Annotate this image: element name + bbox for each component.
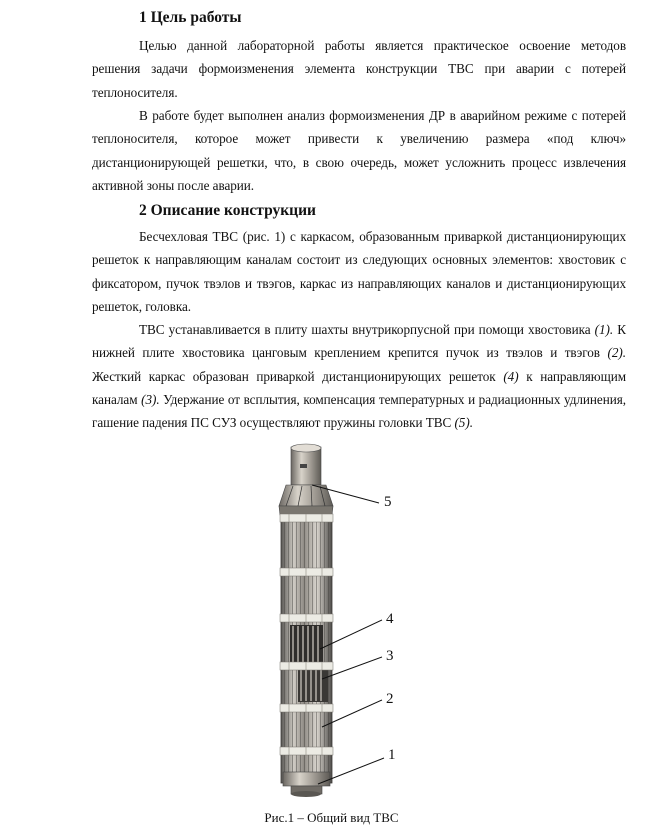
- label-5: 5: [384, 494, 392, 510]
- rod-bundle: [281, 515, 332, 783]
- ref-3: (3).: [141, 391, 160, 407]
- text-span: Жесткий каркас образован приваркой дистанционирующих решеток: [92, 368, 504, 384]
- text-span: ТВС устанавливается в плиту шахты внутрикорпусной при помощи хвостовика: [139, 322, 595, 337]
- label-4: 4: [386, 611, 394, 627]
- label-1: 1: [388, 747, 396, 763]
- ref-2: (2).: [607, 345, 626, 361]
- figure-fuel-assembly: [0, 440, 663, 810]
- text-span: Удержание от всплытия, компенсация температурных и радиационных удлинения, гашение падения ПС СУЗ осуществляют пружины головки ТВС: [92, 391, 626, 431]
- section-1-paragraph-1: Целью данной лабораторной работы является практическое освоение методов решения задачи формоизменения элемента конструкции ТВС при аварии с потерей теплоносителя.: [92, 38, 626, 100]
- label-3: 3: [386, 648, 394, 664]
- ref-4: (4): [503, 368, 519, 384]
- section-2-heading: 2 Описание конструкции: [139, 202, 316, 219]
- ref-5: (5).: [454, 415, 473, 431]
- assembly-tail: [283, 772, 330, 797]
- section-1-heading: 1 Цель работы: [139, 9, 242, 26]
- section-1-paragraph-2: В работе будет выполнен анализ формоизменения ДР в аварийном режиме с потерей теплоносителя, которое может привести к увеличению размера «под ключ» дистанционирующей решетки, что, в свою очередь, может усложнить процесс извлечения активной зоны после аварии.: [92, 108, 626, 193]
- text-span: к направляющим каналам: [92, 368, 627, 407]
- label-2: 2: [386, 691, 394, 707]
- fuel-assembly-illustration: [0, 440, 663, 810]
- ref-1: (1).: [594, 322, 614, 337]
- text-span: К нижней плите хвостовика цанговым креплением крепится пучок из твэлов и твэгов: [92, 322, 626, 361]
- figure-caption: Рис.1 – Общий вид ТВС: [264, 810, 399, 825]
- section-2-paragraph-2: [92, 318, 626, 434]
- section-2-paragraph-1: Бесчехловая ТВС (рис. 1) с каркасом, образованным приваркой дистанционирующих решеток к направляющим каналам состоит из следующих основных элементов: хвостовик с фиксатором, пучок твэлов и твэгов, каркас из направляющих каналов и дистанционирующих решеток, головка.: [92, 229, 626, 314]
- assembly-head: [279, 444, 333, 515]
